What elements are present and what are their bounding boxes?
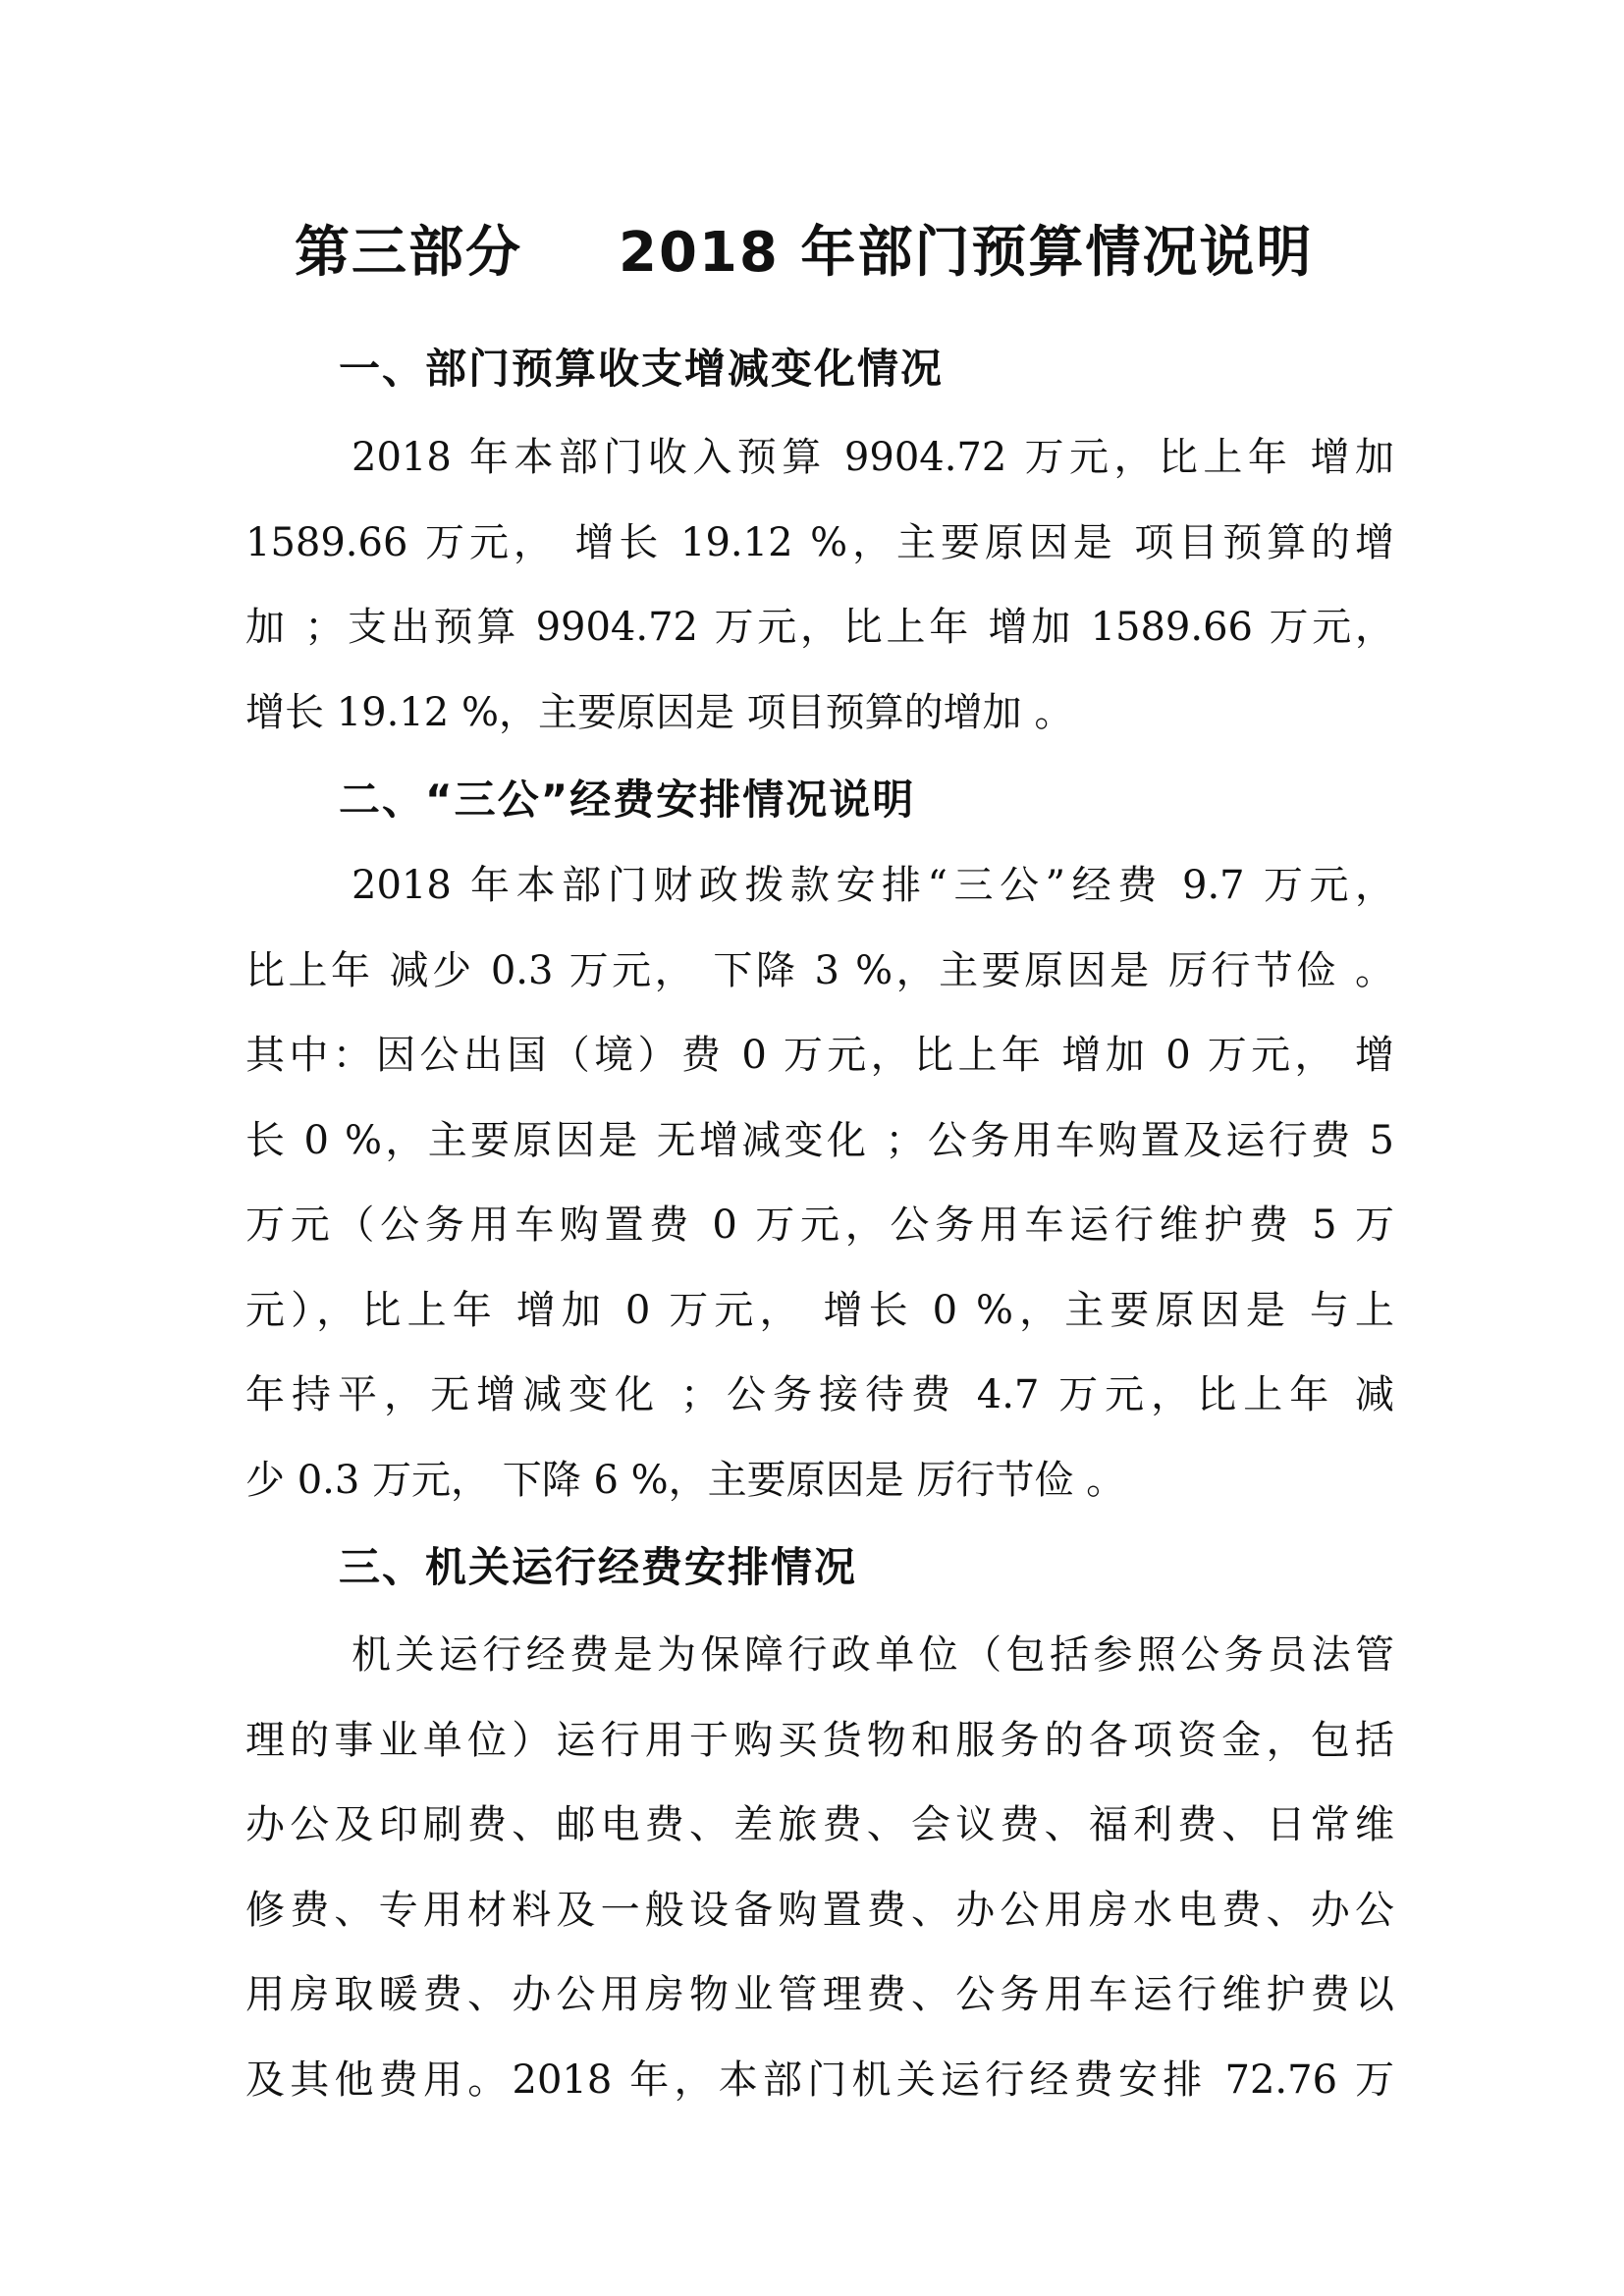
section-2-paragraph: [245, 843, 1394, 1522]
paragraph-line: 长 0 %，主要原因是 无增减变化 ；公务用车购置及运行费 5: [245, 1117, 1394, 1163]
paragraph-line: 增长 19.12 %，主要原因是 项目预算的增加 。: [245, 689, 1074, 735]
paragraph-line: 办公及印刷费、邮电费、差旅费、会议费、福利费、日常维: [245, 1802, 1394, 1847]
paragraph-line: 机关运行经费是为保障行政单位（包括参照公务员法管: [352, 1632, 1394, 1678]
section-heading-1: 一、部门预算收支增减变化情况: [339, 345, 945, 393]
paragraph-line: 其中：因公出国（境）费 0 万元，比上年 增加 0 万元， 增: [245, 1033, 1394, 1078]
section-3-paragraph: [245, 1613, 1394, 2122]
section-1-paragraph: [245, 415, 1394, 755]
paragraph-line: 加 ；支出预算 9904.72 万元，比上年 增加 1589.66 万元，: [245, 605, 1394, 650]
paragraph-line: 少 0.3 万元， 下降 6 %，主要原因是 厉行节俭 。: [245, 1457, 1126, 1503]
paragraph-line: 及其他费用。2018 年，本部门机关运行经费安排 72.76 万: [245, 2056, 1394, 2103]
section-heading-3: 三、机关运行经费安排情况: [339, 1543, 858, 1591]
paragraph-line: 用房取暖费、办公用房物业管理费、公务用车运行维护费以: [245, 1972, 1394, 2017]
page-title: [295, 218, 1375, 289]
section-heading-2: 二、“三公”经费安排情况说明: [339, 775, 916, 824]
paragraph-line: 元），比上年 增加 0 万元， 增长 0 %，主要原因是 与上: [245, 1287, 1394, 1333]
paragraph-line: 1589.66 万元， 增长 19.12 %，主要原因是 项目预算的增: [245, 519, 1394, 565]
title-text: 2018 年部门预算情况说明: [619, 221, 1314, 285]
paragraph-line: 2018 年本部门财政拨款安排“三公”经费 9.7 万元，: [352, 863, 1394, 908]
paragraph-line: 修费、专用材料及一般设备购置费、办公用房水电费、办公: [245, 1887, 1394, 1933]
paragraph-line: 年持平，无增减变化 ；公务接待费 4.7 万元，比上年 减: [245, 1372, 1394, 1417]
paragraph-line: 2018 年本部门收入预算 9904.72 万元，比上年 增加: [352, 435, 1394, 480]
title-part: 第三部分: [295, 221, 522, 285]
paragraph-line: 万元（公务用车购置费 0 万元，公务用车运行维护费 5 万: [245, 1202, 1394, 1248]
paragraph-line: 理的事业单位）运行用于购买货物和服务的各项资金，包括: [245, 1717, 1394, 1763]
paragraph-line: 比上年 减少 0.3 万元， 下降 3 %，主要原因是 厉行节俭 。: [245, 947, 1394, 993]
